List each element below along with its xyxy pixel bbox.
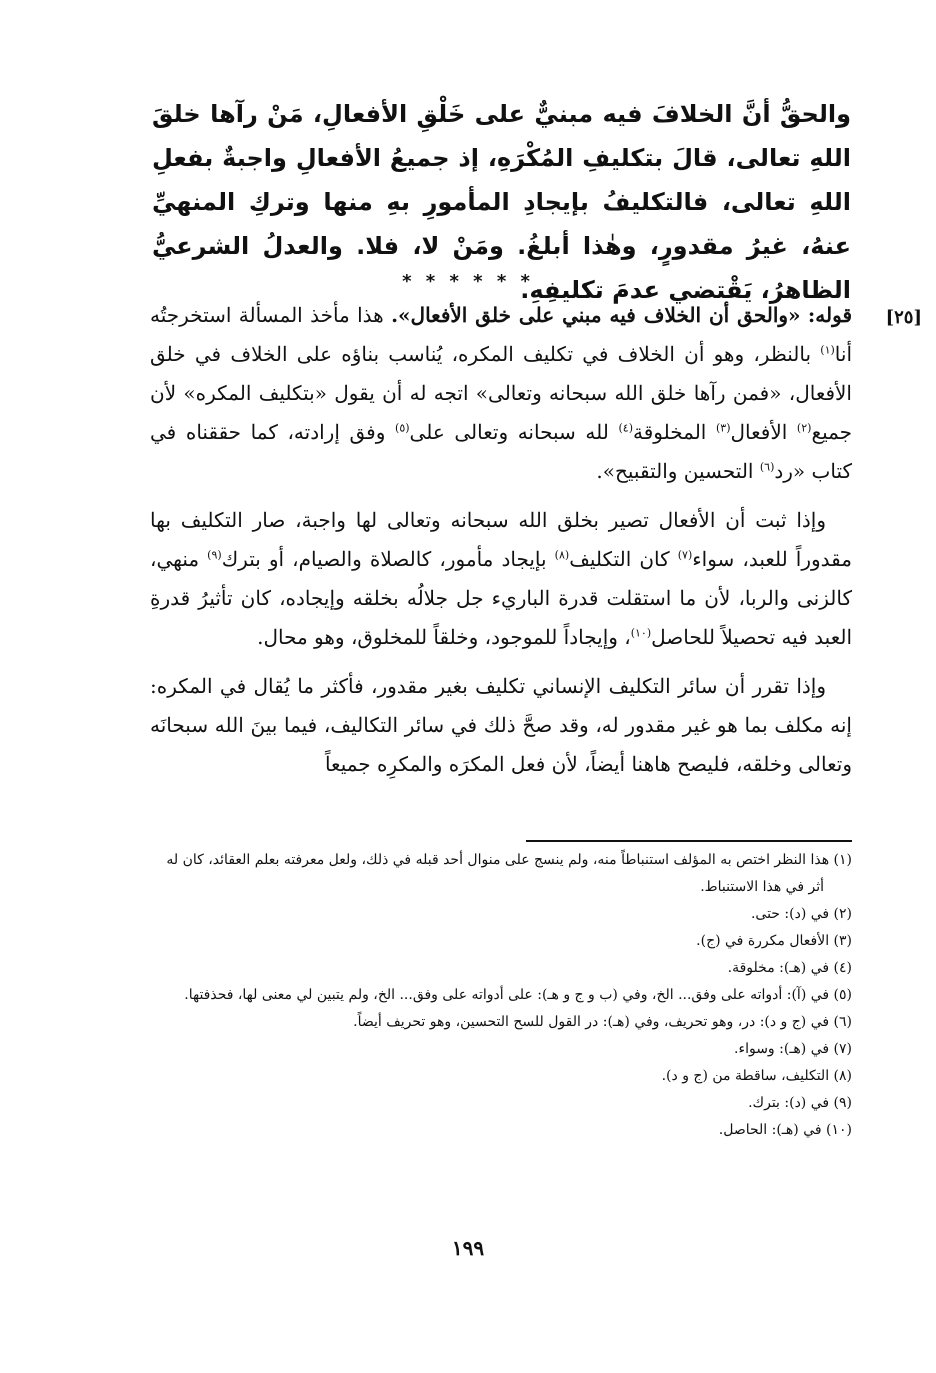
- paragraph-text: لله سبحانه وتعالى على: [409, 420, 609, 444]
- footnote-ref[interactable]: (٥): [395, 421, 410, 435]
- footnote-item: (٢) في (د): حتى.: [750, 906, 852, 922]
- footnote-item: (٣) الأفعال مكررة في (ج).: [696, 933, 852, 949]
- commentary-paragraph-2: [150, 501, 852, 657]
- commentary-paragraph-1: [150, 296, 852, 491]
- paragraph-text: المخلوقة: [633, 420, 707, 444]
- footnote-item: (٦) في (ج و د): در، وهو تحريف، وفي (هـ): در القول للسح التحسين، وهو تحريف أيضاً.: [353, 1014, 852, 1030]
- paragraph-text: كان التكليف: [569, 547, 670, 571]
- paragraph-text: بالنظر، وهو أن الخلاف في تكليف المكره، يُناسب بناؤه على الخلاف في خلق الأفعال، «فمن رآها خلق الله سبحانه وتعالى» اتجه له أن يقول «بتكليف المكره» لأن جميع: [150, 342, 853, 444]
- main-text-bold: والحقُّ أنَّ الخلافَ فيه مبنيٌّ على خَلْقِ الأفعالِ، مَنْ رآها خلقَ اللهِ تعالى، قالَ بتكليفِ المُكْرَهِ، إذ جميعُ الأفعالِ واجبةٌ بفعلِ اللهِ تعالى، فالتكليفُ بإيجادِ المأمورِ بهِ منها وتركِ المنهيِّ عنهُ، غيرُ مقدورٍ، وهٰذا أبلغُ. ومَنْ لا، فلا. والعدلُ الشرعيُّ الظاهرُ، يَقْتضي عدمَ تكليفِهِ.: [152, 100, 851, 304]
- footnote-item: (٤) في (هـ): مخلوقة.: [727, 960, 852, 976]
- footnote-item: (١٠) في (هـ): الحاصل.: [718, 1122, 852, 1138]
- footnote-divider: [526, 840, 852, 842]
- page-number: ١٩٩: [451, 1236, 485, 1260]
- footnote-ref[interactable]: (٣): [715, 421, 731, 435]
- quoted-text: «والحق أن الخلاف فيه مبني على خلق الأفعال».: [391, 303, 801, 327]
- footnote-ref[interactable]: (٦): [759, 460, 775, 474]
- footnote-item: (٥) في (آ): أدواته على وفق... الخ، وفي (ب و ج و هـ): على أدواته على وفق... الخ، ولم يتبين لي معنى لها، فحذفتها.: [184, 987, 852, 1003]
- footnote-ref[interactable]: (٢): [796, 421, 812, 435]
- commentary-paragraph-3: وإذا تقرر أن سائر التكليف الإنساني تكليف بغير مقدور، فأكثر ما يُقال في المكره: إنه مكلف بما هو غير مقدور له، وقد صحَّ ذلك في سائر التكاليف، فيما بينَ الله سبحانَه وتعالى وخلقه، فليصح هاهنا أيضاً، لأن فعل المكرَه والمكرِه جميعاً: [150, 674, 852, 776]
- footnote-ref[interactable]: (٨): [554, 548, 570, 562]
- paragraph-text: ، وإيجاداً للموجود، وخلقاً للمخلوق، وهو محال.: [257, 625, 631, 649]
- footnote-ref[interactable]: (٩): [207, 548, 222, 562]
- section-separator: * * * * * *: [402, 271, 534, 292]
- paragraph-text: الأفعال: [730, 420, 788, 444]
- footnote-item: (٩) في (د): بترك.: [748, 1095, 852, 1111]
- footnote-ref[interactable]: (٤): [618, 421, 633, 435]
- paragraph-text: وفق إرادته، كما حققناه في كتاب «رد: [150, 420, 852, 483]
- margin-number: [٢٥]: [885, 307, 922, 328]
- paragraph-text: هذا مأخذ المسألة استخرجتُه أنا: [150, 303, 853, 366]
- footnote-item: (٨) التكليف، ساقطة من (ج و د).: [661, 1068, 852, 1084]
- paragraph-text: منهي، كالزنى والربا، لأن ما استقلت قدرة الباريء جل جلالُه بخلقه وإيجاده، كان تأثيرُ قدرةِ العبد فيه تحصيلاً للحاصل: [150, 547, 852, 649]
- commentary-body: [150, 296, 922, 794]
- footnotes-list: [150, 847, 852, 1144]
- paragraph-text: بإيجاد مأمور، كالصلاة والصيام، أو بترك: [221, 547, 547, 571]
- footnote-ref[interactable]: (١): [820, 343, 835, 357]
- footnote-item: (١) هذا النظر اختص به المؤلف استنباطاً منه، ولم ينسج على منوال أحد قبله في ذلك، ولعل معرفته بعلم العقائد، كان له أثر في هذا الاستنباط.: [166, 852, 852, 895]
- paragraph-text: التحسين والتقبيح».: [596, 459, 754, 483]
- footnote-ref[interactable]: (٧): [677, 548, 693, 562]
- lead-word: قوله:: [807, 303, 853, 327]
- paragraph-text: وإذا ثبت أن الأفعال تصير بخلق الله سبحانه وتعالى لها واجبة، صار التكليف بها مقدوراً للعبد، سواء: [150, 508, 853, 571]
- footnote-ref[interactable]: (١٠): [630, 626, 652, 640]
- footnote-item: (٧) في (هـ): وسواء.: [734, 1041, 852, 1057]
